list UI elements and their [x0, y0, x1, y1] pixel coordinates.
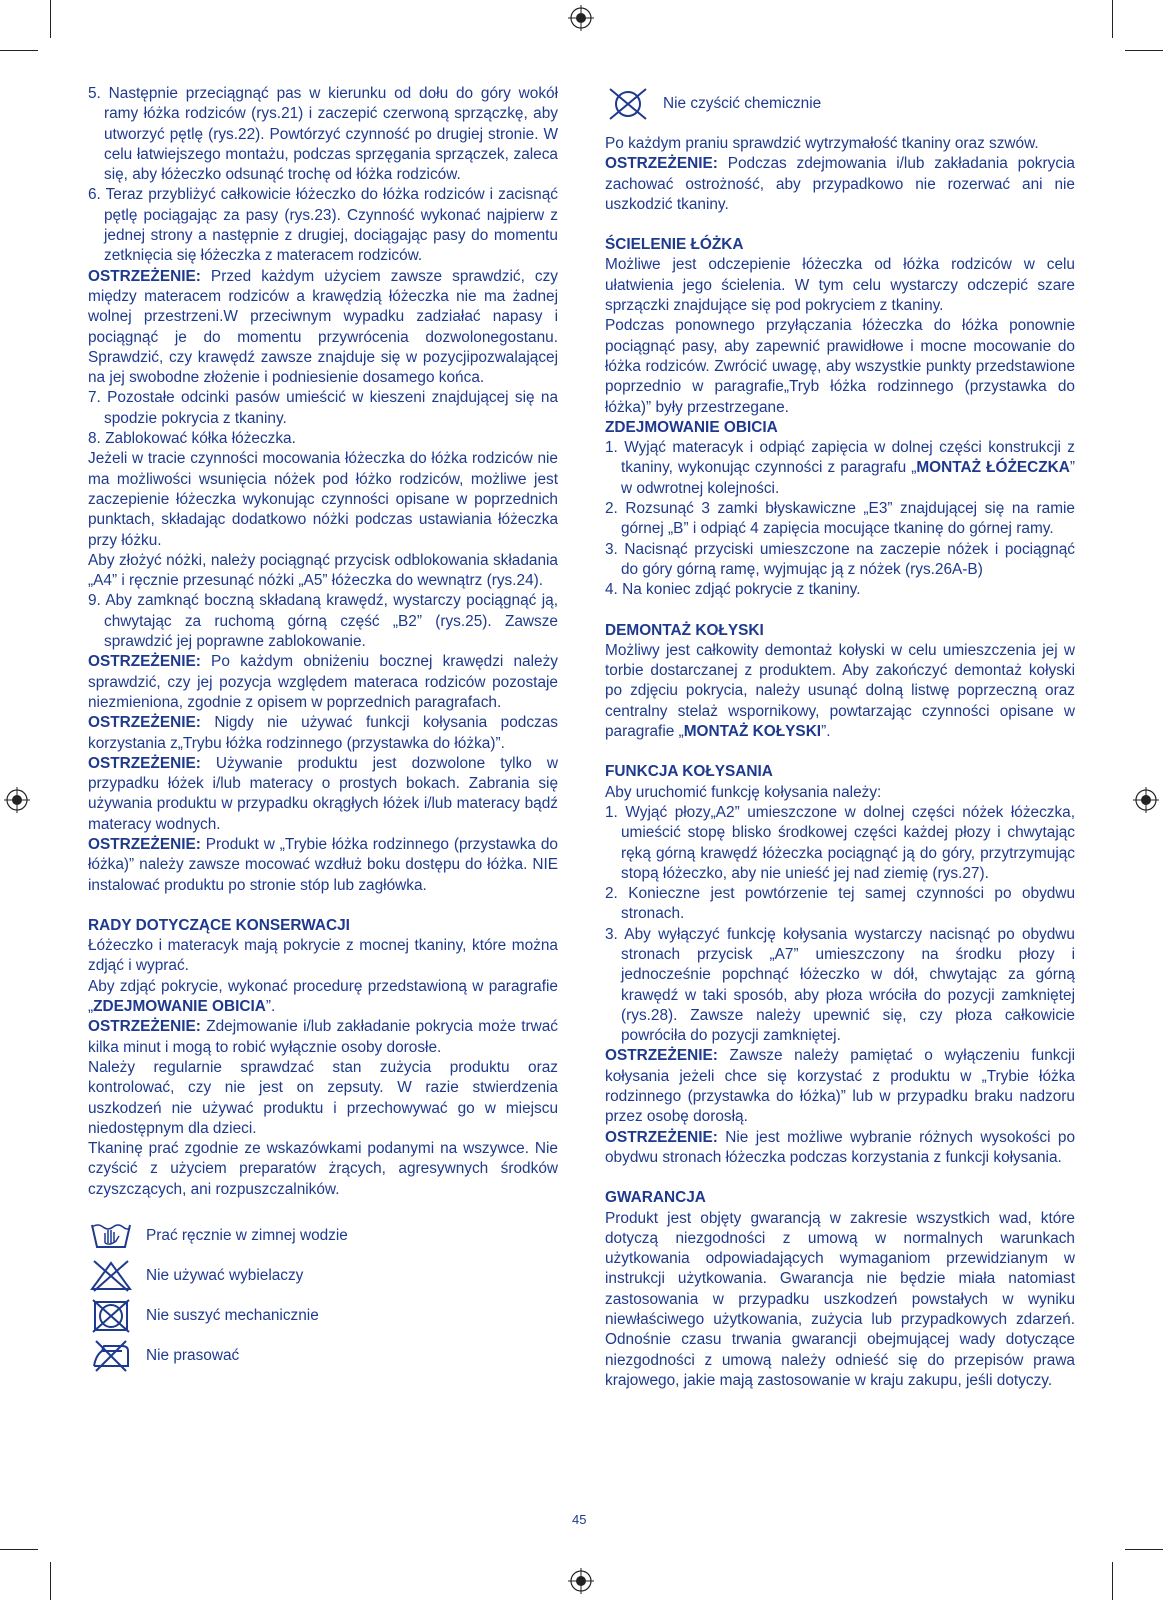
list-item: 3. Aby wyłączyć funkcję kołysania wystarczy nacisnąć po obydwu stronach przycisk „A7” umieszczony na środku płozy i jednocześnie popchnąć łóżeczko w dół, chwytając za górną krawędź w taki sposób, aby płoza wróciła do pozycji zamkniętej (rys.28). Zawsze należy upewnić się, czy płoza całkowicie powróciła do pozycji zamkniętej. — [605, 925, 1075, 1045]
section-heading: GWARANCJA — [605, 1189, 706, 1207]
paragraph: Jeżeli w tracie czynności mocowania łóżeczka do łóżka rodziców nie ma możliwości wsunięcia nóżek pod łóżko rodziców, możliwe jest zaczepienie łóżeczka wykonując czynności opisane w poprzednich punktach, składając dodatkowo nóżki podczas ustawiania łóżeczka przy łóżku. — [88, 450, 558, 549]
list-item: 9. Aby zamknąć boczną składaną krawędź, wystarczy pociągnąć ją, chwytając za ruchomą górną część „B2” (rys.25). Zawsze sprawdzić jej poprawne zablokowanie. — [88, 592, 558, 651]
registration-mark-icon — [568, 5, 594, 31]
registration-mark-icon — [1133, 787, 1159, 813]
section-heading: FUNKCJA KOŁYSANIA — [605, 763, 773, 781]
no-bleach-icon — [88, 1259, 134, 1293]
section-heading: ŚCIELENIE ŁÓŻKA — [605, 236, 744, 254]
warning-label: OSTRZEŻENIE: — [88, 267, 201, 285]
no-iron-icon — [88, 1339, 134, 1373]
paragraph: Po każdym praniu sprawdzić wytrzymałość tkaniny oraz szwów. — [605, 135, 1039, 152]
section-heading: RADY DOTYCZĄCE KONSERWACJI — [88, 916, 350, 934]
page-number: 45 — [572, 1512, 587, 1527]
crop-mark — [50, 1562, 51, 1600]
warning-paragraph: OSTRZEŻENIE: Podczas zdejmowania i/lub zakładania pokrycia zachować ostrożność, aby przypadkowo nie rozerwać ani nie uszkodzić tkaniny. — [605, 155, 1075, 213]
list-item: 8. Zablokować kółka łóżeczka. — [88, 430, 296, 448]
paragraph: Podczas ponownego przyłączania łóżeczka do łóżka ponownie pociągnąć pasy, aby zapewnić prawidłowe i mocne mocowanie do łóżka rodziców. Zwrócić uwagę, aby wszystkie punkty przedstawione poprzednio w paragrafie„Tryb łóżka rodzinnego (przystawka do łóżka)” były przestrzegane. — [605, 317, 1075, 416]
care-label: Nie czyścić chemicznie — [663, 94, 822, 112]
care-symbol-row — [88, 1336, 558, 1376]
paragraph: Produkt jest objęty gwarancją w zakresie wszystkich wad, które dotyczą niezgodności z umową w normalnych warunkach użytkowania odpowiadających wymaganiom przewidzianym w instrukcji użytkowania. Gwarancja nie będzie miała natomiast zastosowania w przypadku uszkodzeń powstałych w wyniku niewłaściwego użytkowania, zużycia lub przypadkowych zdarzeń. Odnośnie czasu trwania gwarancji obejmującej wady dotyczące niezgodności z umową należy odnieść się do przepisów prawa krajowego, jakie mają zastosowanie w kraju zakupu, jeśli dotyczy. — [605, 1209, 1075, 1389]
crop-mark — [1125, 50, 1163, 51]
paragraph: Możliwy jest całkowity demontaż kołyski w celu umieszczenia jej w torbie dostarczanej z produktem. Aby zakończyć demontaż kołyski po zdjęciu pokrycia, należy usunąć dolną listwę poprzeczną oraz centralny stelaż wspornikowy, powtarzając czynności opisane w paragrafie „MONTAŻ KOŁYSKI”. — [605, 641, 1075, 741]
no-dry-clean-icon — [605, 87, 651, 121]
warning-paragraph: OSTRZEŻENIE: Produkt w „Trybie łóżka rodzinnego (przystawka do łóżka)” należy zawsze mocować wzdłuż boku dostępu do łóżka. NIE instalować produktu po stronie stóp lub zagłówka. — [88, 835, 558, 894]
crop-mark — [1112, 0, 1113, 38]
crop-mark — [0, 50, 38, 51]
paragraph: Łóżeczko i materacyk mają pokrycie z mocnej tkaniny, które można zdjąć i wyprać. — [88, 937, 558, 975]
paragraph: Należy regularnie sprawdzać stan zużycia produktu oraz kontrolować, czy nie jest on zepsuty. W razie stwierdzenia uszkodzeń nie używać produktu i przechowywać go w miejscu niedostępnym dla dzieci. — [88, 1058, 558, 1137]
list-item: 3. Nacisnąć przyciski umieszczone na zaczepie nóżek i pociągnąć do góry górną ramę, wyjmując ją z nóżek (rys.26A-B) — [605, 540, 1075, 578]
hand-wash-icon — [88, 1219, 134, 1253]
care-symbol-row — [88, 1256, 558, 1296]
warning-paragraph: OSTRZEŻENIE: Zawsze należy pamiętać o wyłączeniu funkcji kołysania jeżeli chce się korzystać z produktu w „Trybie łóżka rodzinnego (przystawka do łóżka)” lub w przypadku braku nadzoru przez osobę dorosłą. — [605, 1047, 1075, 1126]
section-heading: ZDEJMOWANIE OBICIA — [605, 418, 778, 436]
care-label: Nie prasować — [146, 1346, 240, 1364]
list-item: 4. Na koniec zdjąć pokrycie z tkaniny. — [605, 581, 861, 599]
paragraph: Możliwe jest odczepienie łóżeczka od łóżka rodziców w celu ułatwienia jego ścielenia. W tym celu wystarczy odczepić szare sprzączki znajdujące się pod pokryciem z tkaniny. — [605, 256, 1075, 315]
care-symbol-row — [88, 1216, 558, 1256]
left-column — [88, 84, 558, 1376]
list-item: 5. Następnie przeciągnąć pas w kierunku od dołu do góry wokół ramy łóżka rodziców (rys.21) i zaczepić czerwoną sprzączkę, aby utworzyć pętlę (rys.22). Powtórzyć czynność po drugiej stronie. W celu łatwiejszego montażu, podczas sprzęgania sprzączek, zaleca się, aby łóżeczko odsunąć trochę od łóżka rodziców. — [88, 85, 558, 184]
list-item: 2. Rozsunąć 3 zamki błyskawiczne „E3” znajdującej się na ramie górnej „B” i odpiąć 4 zapięcia mocujące tkaninę do górnej ramy. — [605, 500, 1075, 538]
section-heading: DEMONTAŻ KOŁYSKI — [605, 621, 764, 639]
paragraph: Aby uruchomić funkcję kołysania należy: — [605, 783, 882, 801]
list-item: 7. Pozostałe odcinki pasów umieścić w kieszeni znajdującej się na spodzie pokrycia z tkaniny. — [88, 389, 558, 427]
care-label: Prać ręcznie w zimnej wodzie — [146, 1226, 348, 1244]
paragraph: Aby złożyć nóżki, należy pociągnąć przycisk odblokowania składania „A4” i ręcznie przesunąć nóżki „A5” łóżeczka do wewnątrz (rys.24). — [88, 551, 558, 590]
crop-mark — [50, 0, 51, 38]
list-item: 6. Teraz przybliżyć całkowicie łóżeczko do łóżka rodziców i zacisnąć pętlę pociągając za pasy (rys.23). Czynność wykonać najpierw z jednej strony a następnie z drugiej, dociągając pasy do momentu zetknięcia się łóżeczka z materacem rodziców. — [88, 186, 558, 265]
no-tumble-dry-icon — [88, 1299, 134, 1333]
right-column — [605, 84, 1075, 1391]
care-label: Nie suszyć mechanicznie — [146, 1306, 319, 1324]
list-item: 1. Wyjąć płozy„A2” umieszczone w dolnej części nóżek łóżeczka, umieścić stopę blisko środkowej części każdej płozy i chwytając ręką górną krawędź łóżeczka pociągnąć ją do góry, przytrzymując stopą łóżeczko, aby nie unieść jej nad ziemię (rys.27). — [605, 803, 1075, 882]
warning-paragraph: OSTRZEŻENIE: Używanie produktu jest dozwolone tylko w przypadku łóżek i/lub materacy o prostych bokach. Zabrania się używania produktu w przypadku okrągłych łóżek i/lub materacy bądź materacy wodnych. — [88, 754, 558, 833]
paragraph: Tkaninę prać zgodnie ze wskazówkami podanymi na wszywce. Nie czyścić z użyciem preparatów żrących, agresywnych środków czyszczących, ani rozpuszczalników. — [88, 1140, 558, 1198]
care-symbol-row — [88, 1296, 558, 1336]
crop-mark — [0, 1549, 38, 1550]
list-item: 1. Wyjąć materacyk i odpiąć zapięcia w dolnej części konstrukcji z tkaniny, wykonując czynności z paragrafu „MONTAŻ ŁÓŻECZKA” w odwrotnej kolejności. — [605, 439, 1075, 497]
registration-mark-icon — [4, 787, 30, 813]
crop-mark — [1112, 1562, 1113, 1600]
warning-paragraph: OSTRZEŻENIE: Przed każdym użyciem zawsze sprawdzić, czy między materacem rodziców a krawędzią łóżeczka nie ma żadnej wolnej przestrzeni.W przeciwnym wypadku zadziałać napasy i pociągnąć je do momentu przywrócenia dozwolonegostanu. Sprawdzić, czy krawędź zawsze znajduje się w pozycjipozwalającej na jej swobodne złożenie i podniesienie dosamego końca. — [88, 267, 558, 387]
crop-mark — [1125, 1549, 1163, 1550]
list-item: 2. Konieczne jest powtórzenie tej samej czynności po obydwu stronach. — [605, 885, 1075, 923]
warning-paragraph: OSTRZEŻENIE: Nigdy nie używać funkcji kołysania podczas korzystania z„Trybu łóżka rodzinnego (przystawka do łóżka)”. — [88, 714, 558, 752]
warning-paragraph: OSTRZEŻENIE: Zdejmowanie i/lub zakładanie pokrycia może trwać kilka minut i mogą to robić wyłącznie osoby dorosłe. — [88, 1018, 558, 1056]
warning-paragraph: OSTRZEŻENIE: Nie jest możliwe wybranie różnych wysokości po obydwu stronach łóżeczka podczas korzystania z funkcji kołysania. — [605, 1128, 1075, 1166]
care-symbol-row — [605, 84, 1075, 124]
registration-mark-icon — [568, 1568, 594, 1594]
care-label: Nie używać wybielaczy — [146, 1266, 304, 1284]
paragraph: Aby zdjąć pokrycie, wykonać procedurę przedstawioną w paragrafie „ZDEJMOWANIE OBICIA”. — [88, 977, 558, 1016]
warning-paragraph: OSTRZEŻENIE: Po każdym obniżeniu bocznej krawędzi należy sprawdzić, czy jej pozycja względem materaca rodziców pozostaje niezmieniona, zgodnie z opisem w poprzednich paragrafach. — [88, 653, 558, 711]
